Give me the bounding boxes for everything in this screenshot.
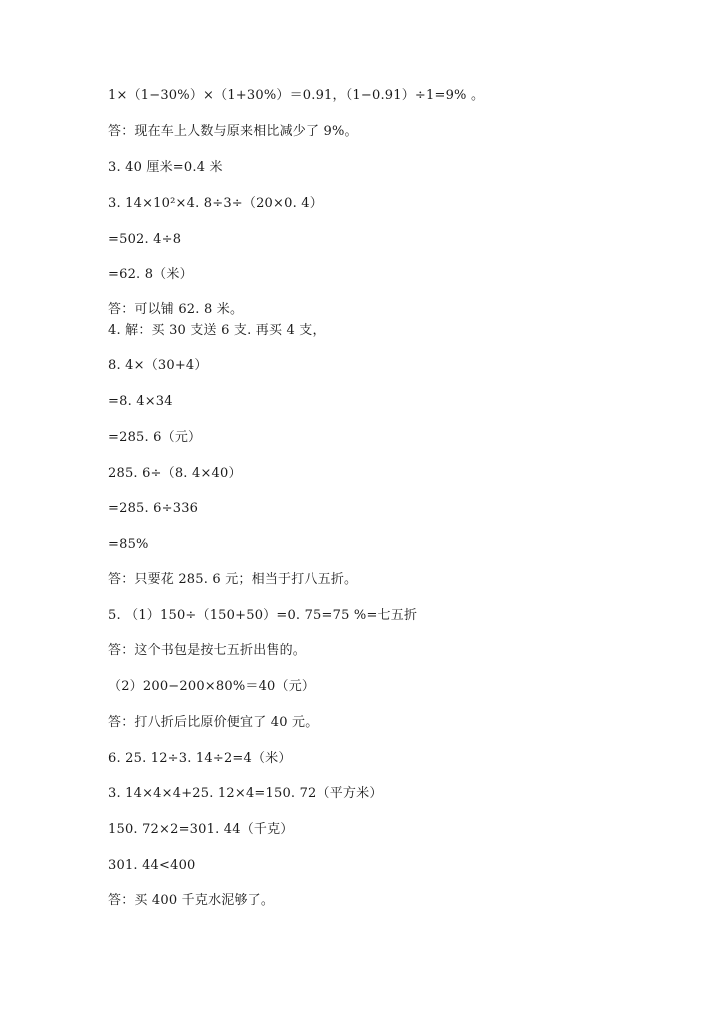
solution-line: 3. 40 厘米=0.4 米 bbox=[108, 160, 223, 175]
solution-line: 1×（1−30%）×（1+30%）＝0.91，（1−0.91）÷1=9% 。 bbox=[108, 88, 485, 103]
solution-line: =285. 6÷336 bbox=[108, 501, 199, 516]
problem-heading: 6. 25. 12÷3. 14÷2=4（米） bbox=[108, 751, 292, 766]
solution-line: =502. 4÷8 bbox=[108, 232, 182, 247]
solution-line: 301. 44<400 bbox=[108, 858, 196, 873]
problem-heading: 5. （1）150÷（150+50）=0. 75=75 %=七五折 bbox=[108, 608, 418, 623]
answer-line: 答：买 400 千克水泥够了。 bbox=[108, 893, 275, 908]
solution-line: =62. 8（米） bbox=[108, 267, 193, 282]
answer-line: 答：只要花 285. 6 元；相当于打八五折。 bbox=[108, 572, 358, 587]
solution-line: 8. 4×（30+4） bbox=[108, 358, 208, 373]
answer-line: 答：可以铺 62. 8 米。 bbox=[108, 302, 244, 317]
solution-line: 3. 14×4×4+25. 12×4=150. 72（平方米） bbox=[108, 786, 383, 801]
answer-line: 答：现在车上人数与原来相比减少了 9%。 bbox=[108, 124, 358, 139]
answer-line: 答：这个书包是按七五折出售的。 bbox=[108, 643, 307, 658]
problem-heading: 4. 解：买 30 支送 6 支. 再买 4 支， bbox=[108, 323, 326, 338]
solution-line: =85% bbox=[108, 537, 149, 552]
answer-line: 答：打八折后比原价便宜了 40 元。 bbox=[108, 715, 319, 730]
solution-line: 3. 14×10²×4. 8÷3÷（20×0. 4） bbox=[108, 196, 323, 211]
solution-line: （2）200−200×80%＝40（元） bbox=[108, 679, 316, 694]
solution-line: 150. 72×2=301. 44（千克） bbox=[108, 822, 294, 837]
solution-line: =8. 4×34 bbox=[108, 394, 173, 409]
solution-line: 285. 6÷（8. 4×40） bbox=[108, 466, 242, 481]
solution-line: =285. 6（元） bbox=[108, 430, 202, 445]
